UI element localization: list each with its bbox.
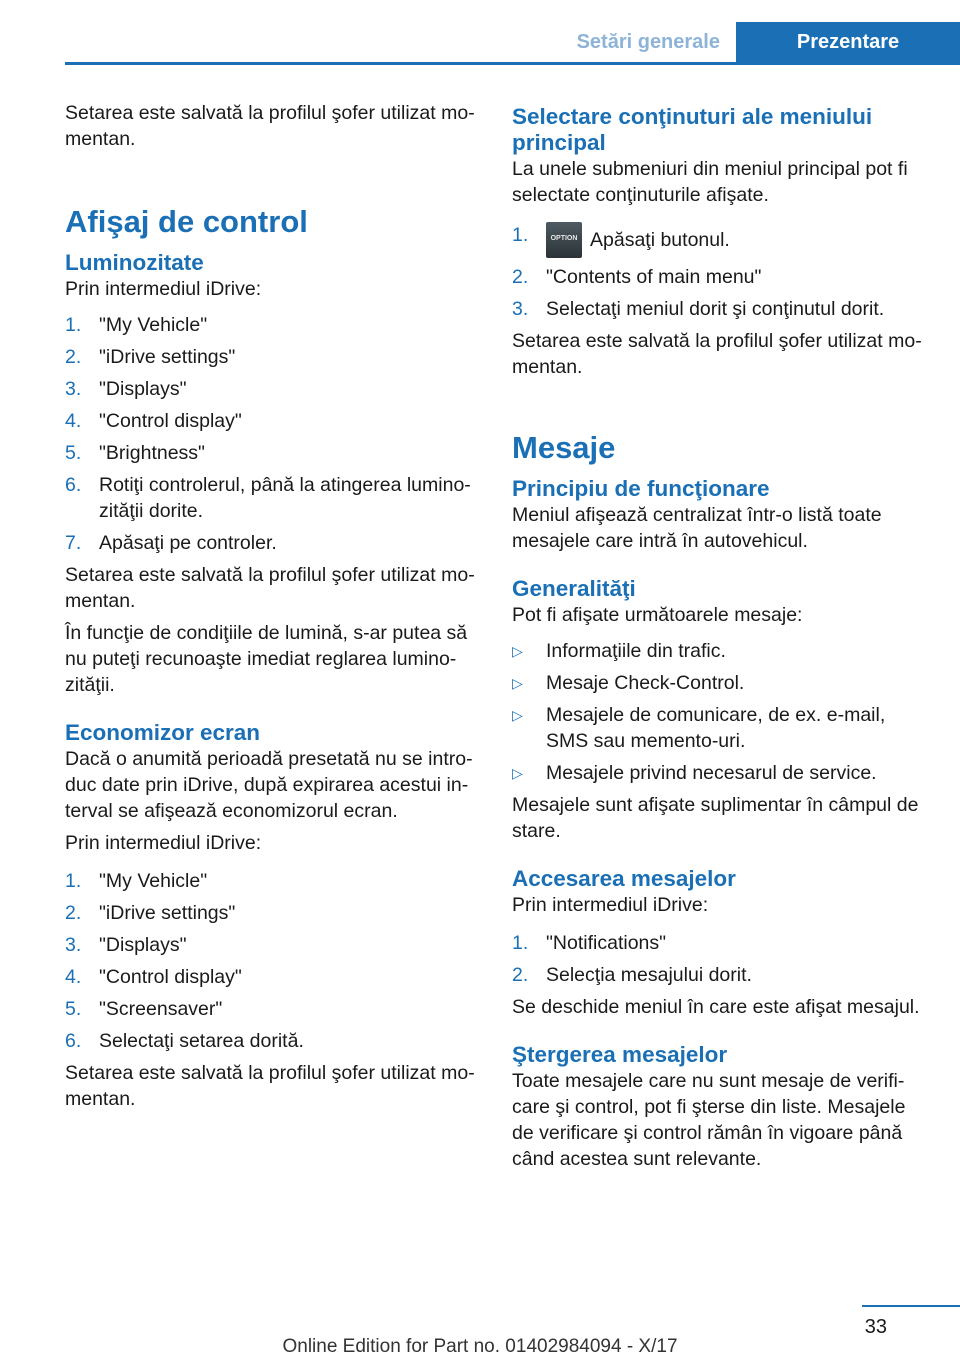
triangle-bullet-icon: ▷ bbox=[512, 643, 523, 659]
general-intro: Pot fi afişate următoarele mesaje: bbox=[512, 604, 803, 626]
list-item bbox=[65, 312, 480, 338]
right-column bbox=[512, 100, 927, 1178]
brightness-light-note: În funcţie de condiţiile de lumină, s-ar putea să nu puteţi recunoaşte imediat reglarea lumino‐ zităţii. bbox=[65, 622, 468, 696]
message-types-list bbox=[512, 638, 927, 786]
list-item bbox=[512, 930, 927, 956]
section-heading-control-display: Afişaj de control bbox=[65, 204, 308, 239]
heading-delete-messages: Ştergerea mesajelor bbox=[512, 1042, 728, 1067]
list-item bbox=[512, 962, 927, 988]
bullet-text: Mesaje Check-Control. bbox=[546, 672, 745, 694]
general-status-note: Mesajele sunt afişate suplimentar în câmpul de stare. bbox=[512, 794, 919, 842]
step-number: 2. bbox=[512, 964, 529, 986]
delete-text: Toate mesajele care nu sunt mesaje de verifi‐ care şi control, pot fi şterse din liste. Mesajele de verificare şi control rămân în vigoare până când acestea sunt relevante. bbox=[512, 1070, 906, 1170]
list-item bbox=[512, 296, 927, 322]
bullet-text: Mesajele privind necesarul de service. bbox=[546, 762, 877, 784]
step-text: Rotiţi controlerul, până la atingerea lumino‐ zităţii dorite. bbox=[99, 474, 471, 522]
step-number: 2. bbox=[512, 266, 529, 288]
list-item bbox=[65, 964, 480, 990]
step-text: "Brightness" bbox=[99, 442, 205, 464]
step-number: 1. bbox=[512, 932, 529, 954]
step-number: 6. bbox=[65, 1030, 82, 1052]
step-text: Apăsaţi pe controler. bbox=[99, 532, 277, 554]
step-text: "Control display" bbox=[99, 966, 242, 988]
step-text: "Control display" bbox=[99, 410, 242, 432]
step-number: 5. bbox=[65, 442, 82, 464]
step-number: 3. bbox=[65, 934, 82, 956]
list-item bbox=[65, 408, 480, 434]
tab-section[interactable]: Setări generale bbox=[576, 31, 720, 53]
access-note: Se deschide meniul în care este afişat mesajul. bbox=[512, 996, 920, 1018]
step-text: "My Vehicle" bbox=[99, 314, 208, 336]
step-number: 3. bbox=[65, 378, 82, 400]
header-tab-bar bbox=[65, 22, 960, 65]
footer-rule bbox=[862, 1305, 960, 1307]
brightness-saved-note: Setarea este salvată la profilul şofer utilizat mo‐ mentan. bbox=[65, 564, 475, 612]
step-number: 6. bbox=[65, 474, 82, 496]
list-item bbox=[65, 344, 480, 370]
list-item bbox=[65, 996, 480, 1022]
triangle-bullet-icon: ▷ bbox=[512, 765, 523, 781]
list-item bbox=[512, 702, 927, 754]
step-text: "Displays" bbox=[99, 378, 187, 400]
step-number: 7. bbox=[65, 532, 82, 554]
step-number: 2. bbox=[65, 902, 82, 924]
list-item bbox=[512, 760, 927, 786]
left-column bbox=[65, 100, 480, 1118]
main-menu-saved-note: Setarea este salvată la profilul şofer utilizat mo‐ mentan. bbox=[512, 330, 922, 378]
principle-text: Meniul afişează centralizat într-o listă toate mesajele care intră în autovehicul. bbox=[512, 504, 882, 552]
intro-saved-note: Setarea este salvată la profilul şofer utilizat mo‐ mentan. bbox=[65, 102, 475, 150]
step-text: "iDrive settings" bbox=[99, 902, 236, 924]
step-text: "Displays" bbox=[99, 934, 187, 956]
list-item bbox=[65, 1028, 480, 1054]
step-number: 4. bbox=[65, 966, 82, 988]
step-text: Selectaţi meniul dorit şi conţinutul dorit. bbox=[546, 298, 885, 320]
screensaver-intro: Dacă o anumită perioadă presetată nu se intro‐ duc date prin iDrive, după expirarea acestui in‐ terval se afişează economizorul ecran. bbox=[65, 748, 473, 822]
triangle-bullet-icon: ▷ bbox=[512, 675, 523, 691]
section-heading-messages: Mesaje bbox=[512, 430, 616, 465]
page-number: 33 bbox=[864, 1316, 887, 1338]
step-number: 3. bbox=[512, 298, 529, 320]
screensaver-saved-note: Setarea este salvată la profilul şofer utilizat mo‐ mentan. bbox=[65, 1062, 475, 1110]
triangle-bullet-icon: ▷ bbox=[512, 707, 523, 723]
list-item bbox=[65, 932, 480, 958]
list-item bbox=[65, 868, 480, 894]
heading-main-menu-contents: Selectare conţinuturi ale meniului principal bbox=[512, 104, 873, 155]
step-text: "iDrive settings" bbox=[99, 346, 236, 368]
list-item bbox=[65, 472, 480, 524]
access-intro: Prin intermediul iDrive: bbox=[512, 894, 709, 916]
main-menu-intro: La unele submeniuri din meniul principal pot fi selectate conţinuturile afişate. bbox=[512, 158, 908, 206]
heading-principle: Principiu de funcţionare bbox=[512, 476, 770, 501]
brightness-steps bbox=[65, 312, 480, 556]
heading-brightness: Luminozitate bbox=[65, 250, 204, 275]
step-number: 4. bbox=[65, 410, 82, 432]
step-text: Apăsaţi butonul. bbox=[590, 229, 730, 251]
list-item bbox=[512, 222, 927, 258]
list-item bbox=[65, 530, 480, 556]
option-button-icon bbox=[546, 222, 582, 258]
heading-screensaver: Economizor ecran bbox=[65, 720, 261, 745]
tab-chapter[interactable]: Prezentare bbox=[736, 22, 960, 62]
option-button-label: OPTION bbox=[550, 235, 578, 242]
step-number: 1. bbox=[65, 314, 82, 336]
list-item bbox=[512, 264, 927, 290]
step-text: "Contents of main menu" bbox=[546, 266, 762, 288]
bullet-text: Mesajele de comunicare, de ex. e-mail, SMS sau memento-uri. bbox=[546, 704, 886, 752]
step-number: 2. bbox=[65, 346, 82, 368]
list-item bbox=[512, 638, 927, 664]
list-item bbox=[65, 376, 480, 402]
brightness-intro: Prin intermediul iDrive: bbox=[65, 278, 262, 300]
screensaver-intro-idrive: Prin intermediul iDrive: bbox=[65, 832, 262, 854]
heading-access-messages: Accesarea mesajelor bbox=[512, 866, 736, 891]
heading-general: Generalităţi bbox=[512, 576, 636, 601]
step-text: "My Vehicle" bbox=[99, 870, 208, 892]
bullet-text: Informaţiile din trafic. bbox=[546, 640, 726, 662]
access-steps bbox=[512, 930, 927, 988]
step-text: "Notifications" bbox=[546, 932, 667, 954]
step-text: "Screensaver" bbox=[99, 998, 223, 1020]
list-item bbox=[65, 900, 480, 926]
main-menu-steps bbox=[512, 222, 927, 322]
screensaver-steps bbox=[65, 868, 480, 1054]
step-number: 1. bbox=[512, 224, 529, 246]
edition-footer: Online Edition for Part no. 01402984094 - X/17 bbox=[282, 1336, 678, 1357]
step-text: Selectaţi setarea dorită. bbox=[99, 1030, 304, 1052]
list-item bbox=[512, 670, 927, 696]
step-text: Selecţia mesajului dorit. bbox=[546, 964, 752, 986]
step-number: 5. bbox=[65, 998, 82, 1020]
step-number: 1. bbox=[65, 870, 82, 892]
list-item bbox=[65, 440, 480, 466]
